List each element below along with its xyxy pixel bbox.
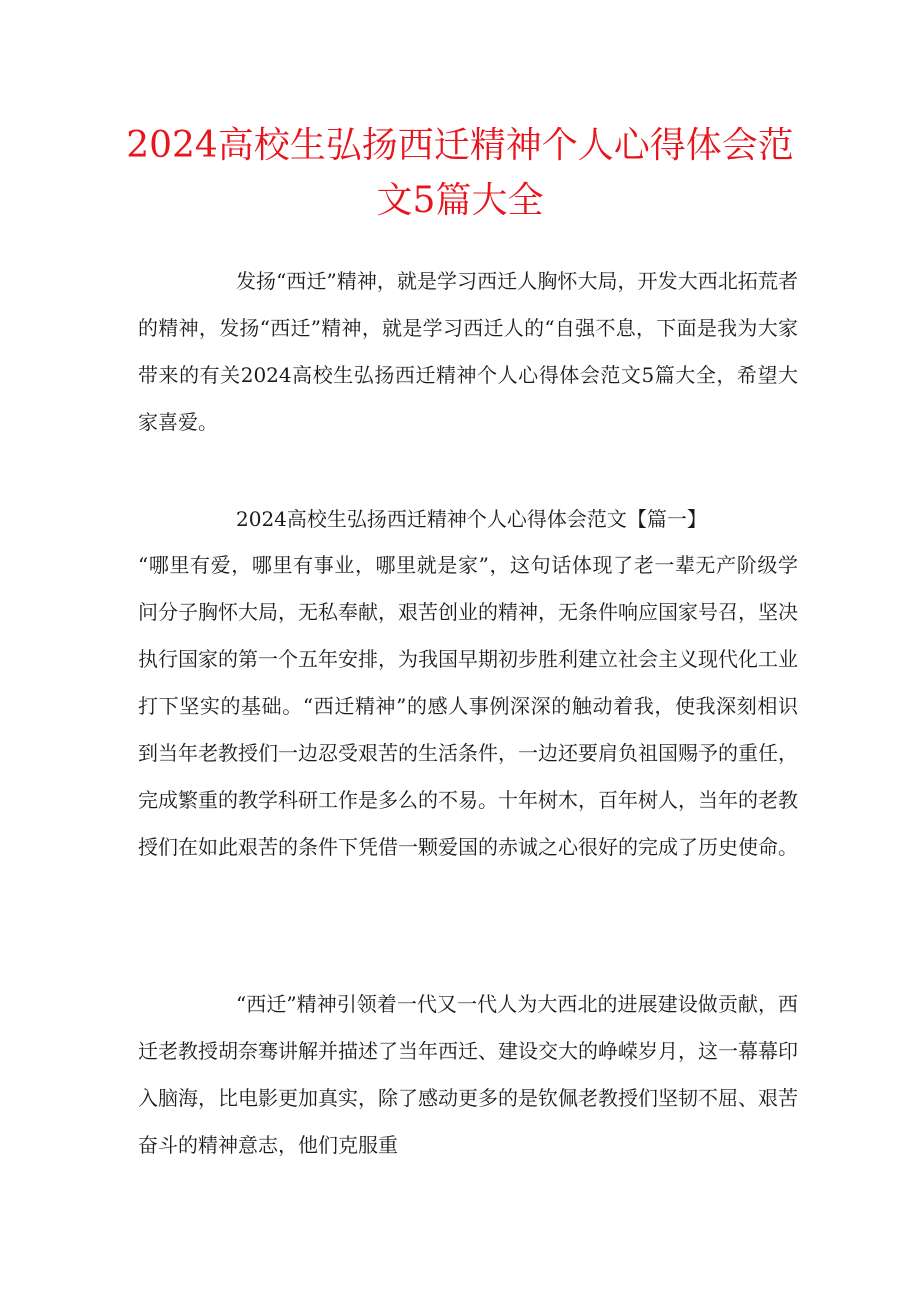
body-paragraph-2: “西迁”精神引领着一代又一代人为大西北的进展建设做贡献，西迁老教授胡奈骞讲解并描述了当年西迁、建设交大的峥嵘岁月，这一幕幕印入脑海，比电影更加真实，除了感动更多的是钦佩老教授们坚韧不屈、艰苦奋斗的精神意志，他们克服重 xyxy=(138,992,798,1157)
document-title: 2024高校生弘扬西迁精神个人心得体会范文5篇大全 xyxy=(126,125,794,221)
body-paragraph-1: “哪里有爱，哪里有事业，哪里就是家”，这句话体现了老一辈无产阶级学问分子胸怀大局，无私奉献，艰苦创业的精神，无条件响应国家号召，坚决执行国家的第一个五年安排，为我国早期初步胜利建立社会主义现代化工业打下坚实的基础。“西迁精神”的感人事例深深的触动着我，使我深刻相识到当年老教授们一边忍受艰苦的生活条件，一边还要肩负祖国赐予的重任，完成繁重的教学科研工作是多么的不易。十年树木，百年树人，当年的老教授们在如此艰苦的条件下凭借一颗爱国的赤诚之心很好的完成了历史使命。 xyxy=(138,553,798,859)
section-heading: 2024高校生弘扬西迁精神个人心得体会范文【篇一】 xyxy=(236,507,707,531)
intro-paragraph: 发扬“西迁”精神，就是学习西迁人胸怀大局，开发大西北拓荒者的精神，发扬“西迁”精神，就是学习西迁人的“自强不息，下面是我为大家带来的有关2024高校生弘扬西迁精神个人心得体会范文5篇大全，希望大家喜爱。 xyxy=(138,269,798,434)
